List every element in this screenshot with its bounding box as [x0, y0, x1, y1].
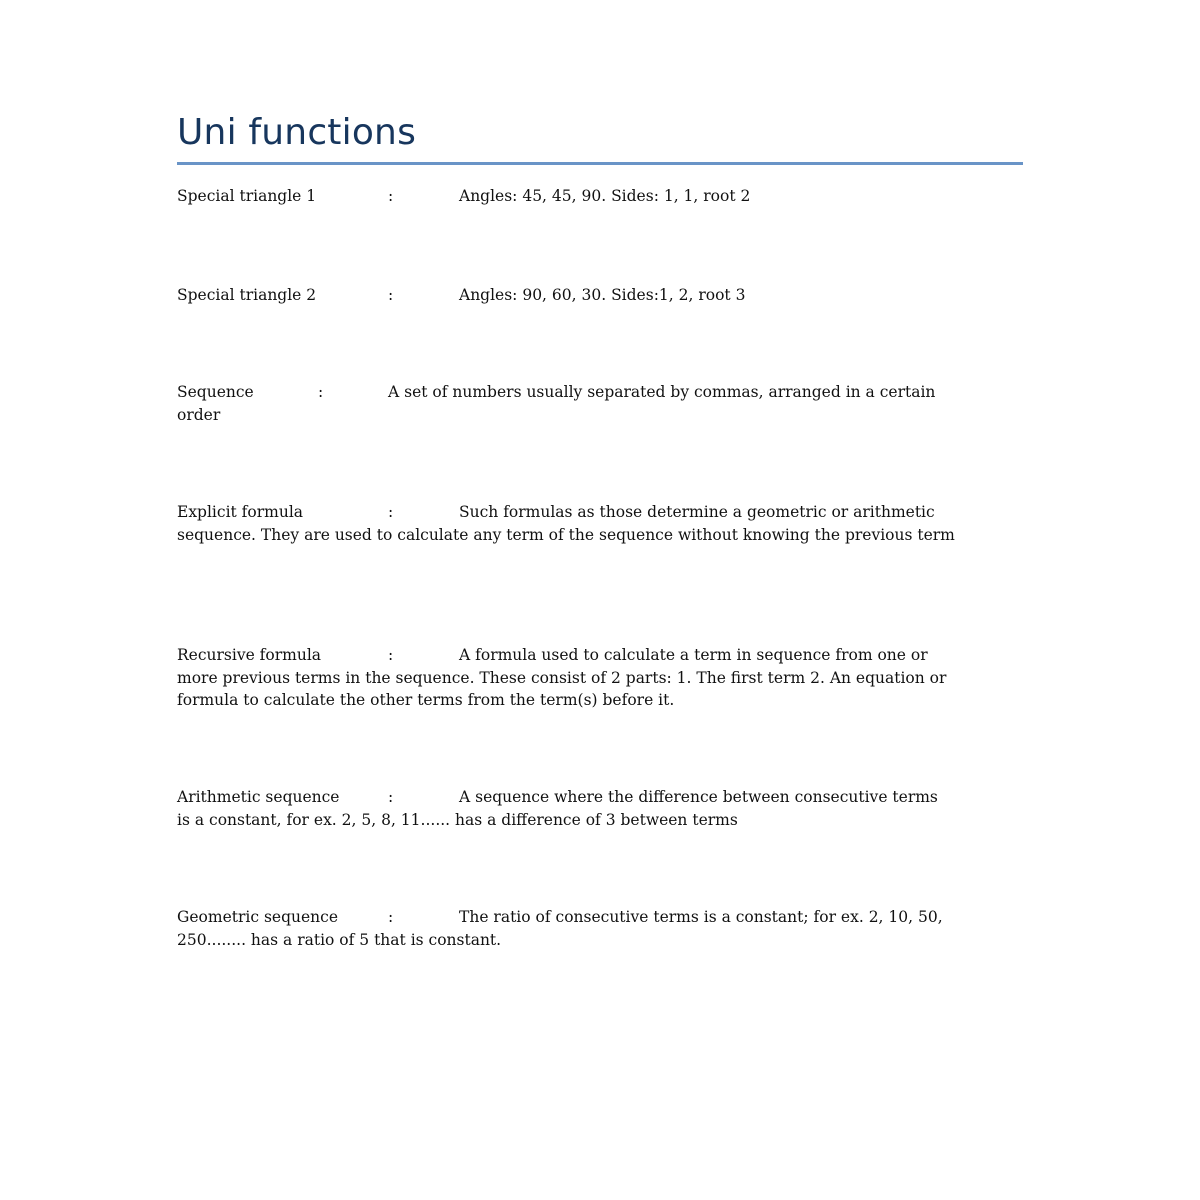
definition-entry	[177, 786, 1023, 831]
entry-term: Arithmetic sequence	[177, 788, 340, 806]
entry-definition: Angles: 45, 45, 90. Sides: 1, 1, root 2	[459, 187, 751, 205]
entry-definition: A sequence where the difference between consecutive terms	[459, 788, 938, 806]
entry-separator: :	[318, 383, 324, 401]
entry-definition-continuation: order	[177, 405, 221, 424]
definition-entry	[177, 644, 1023, 712]
entry-separator: :	[388, 788, 394, 806]
entry-separator: :	[388, 646, 394, 664]
entry-term: Sequence	[177, 383, 254, 401]
document-title: Uni functions	[177, 112, 417, 153]
entry-definition-continuation: 250........ has a ratio of 5 that is constant.	[177, 930, 502, 949]
entry-term: Geometric sequence	[177, 908, 339, 926]
title-underline	[177, 162, 1023, 165]
definition-entry	[177, 381, 1023, 426]
entry-definition: A formula used to calculate a term in sequence from one or	[459, 646, 928, 664]
entry-definition: Angles: 90, 60, 30. Sides:1, 2, root 3	[459, 286, 746, 304]
entry-separator: :	[388, 908, 394, 926]
definition-entry	[177, 284, 1023, 307]
entry-term: Explicit formula	[177, 503, 304, 521]
entry-definition-continuation: is a constant, for ex. 2, 5, 8, 11...... has a difference of 3 between terms	[177, 810, 738, 829]
definition-entry	[177, 185, 1023, 208]
definition-entry	[177, 906, 1023, 951]
entry-definition: The ratio of consecutive terms is a constant; for ex. 2, 10, 50,	[459, 908, 943, 926]
entry-definition: Such formulas as those determine a geometric or arithmetic	[459, 503, 935, 521]
entry-term: Special triangle 1	[177, 187, 317, 205]
entry-term: Recursive formula	[177, 646, 322, 664]
entry-separator: :	[388, 286, 394, 304]
entry-definition-continuation: more previous terms in the sequence. These consist of 2 parts: 1. The first term 2. An equation or formula to calculate the other terms from the term(s) before it.	[177, 668, 947, 709]
entry-separator: :	[388, 187, 394, 205]
entry-separator: :	[388, 503, 394, 521]
definition-entry	[177, 501, 1023, 546]
entry-definition: A set of numbers usually separated by commas, arranged in a certain	[388, 383, 936, 401]
entry-term: Special triangle 2	[177, 286, 317, 304]
entry-definition-continuation: sequence. They are used to calculate any term of the sequence without knowing the previous term	[177, 525, 955, 544]
